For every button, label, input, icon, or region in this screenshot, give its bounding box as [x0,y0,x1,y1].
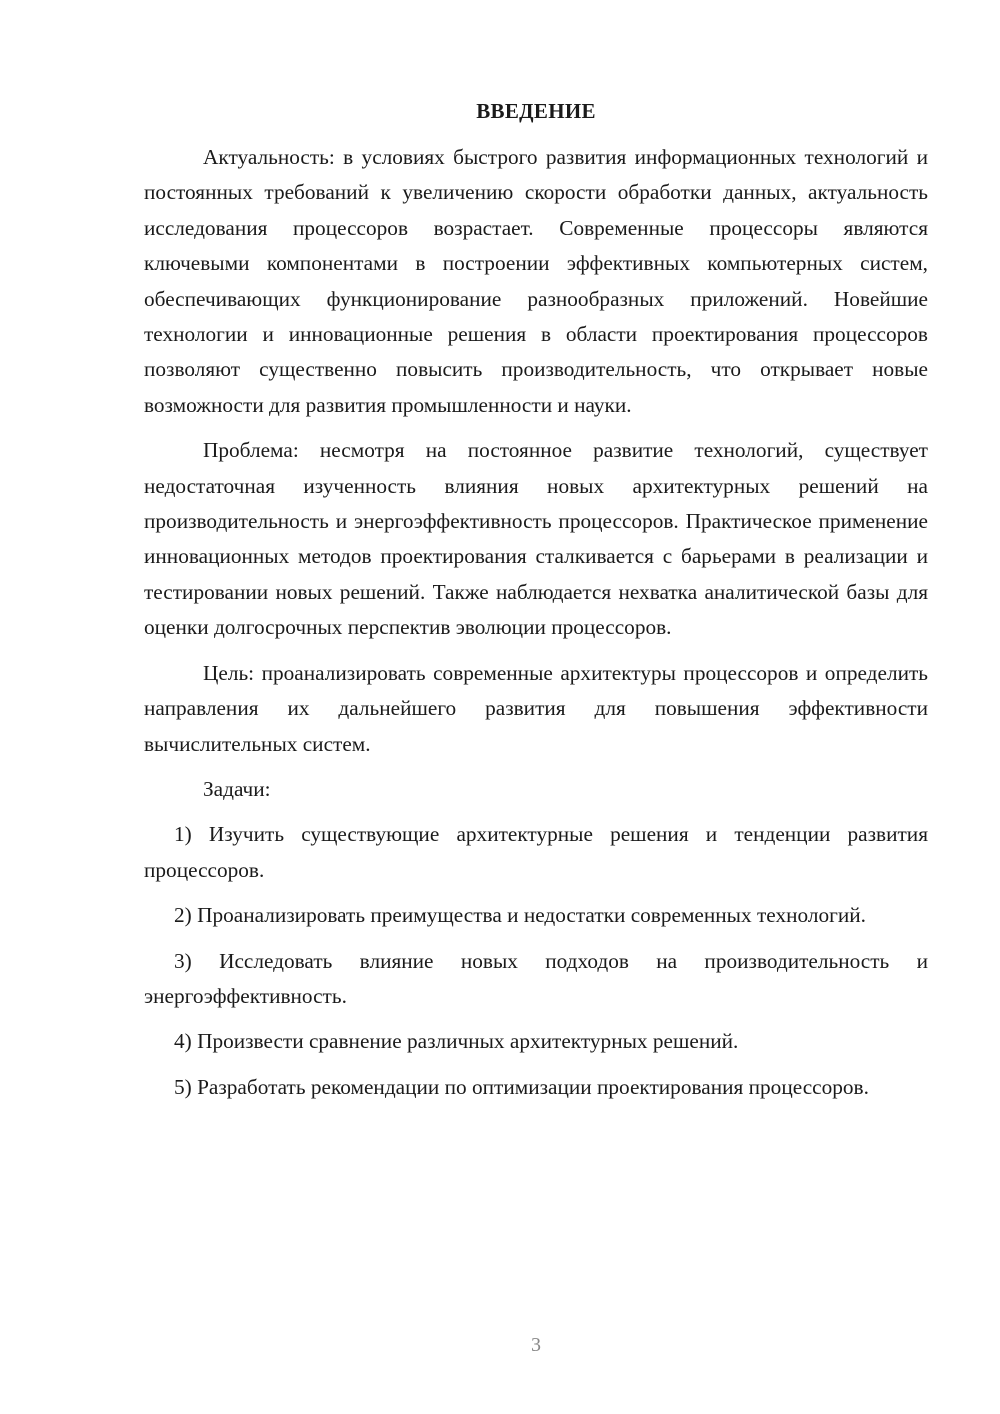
task-item-5: 5) Разработать рекомендации по оптимизации проектирования процессоров. [174,1074,869,1099]
task-item-1: 1) Изучить существующие архитектурные решения и тенденции развития процессоров. [144,822,928,882]
task-item-3: 3) Исследовать влияние новых подходов на производительность и энергоэффективность. [144,948,928,1008]
page-number: 3 [531,1334,541,1356]
document-body [144,96,928,1115]
task-item-2: 2) Проанализировать преимущества и недостатки современных технологий. [174,903,866,928]
relevance-paragraph: Актуальность: в условиях быстрого развития информационных технологий и постоянных требований к увеличению скорости обработки данных, актуальность исследования процессоров возрастает. Современные процессоры являются ключевыми компонентами в построении эффективных компьютерных систем, обеспечивающих функционирование разнообразных приложений. Новейшие технологии и инновационные решения в области проектирования процессоров позволяют существенно повысить производительность, что открывает новые возможности для развития промышленности и науки. [144,145,928,417]
section-title: ВВЕДЕНИЕ [476,99,596,123]
problem-paragraph: Проблема: несмотря на постоянное развитие технологий, существует недостаточная изученность влияния новых архитектурных решений на производительность и энергоэффективность процессоров. Практическое применение инновационных методов проектирования сталкивается с барьерами в реализации и тестировании новых решений. Также наблюдается нехватка аналитической базы для оценки долгосрочных перспектив эволюции процессоров. [144,438,928,640]
tasks-label: Задачи: [203,776,271,801]
goal-paragraph: Цель: проанализировать современные архитектуры процессоров и определить направления их дальнейшего развития для повышения эффективности вычислительных систем. [144,660,928,756]
task-item-4: 4) Произвести сравнение различных архитектурных решений. [174,1029,739,1054]
